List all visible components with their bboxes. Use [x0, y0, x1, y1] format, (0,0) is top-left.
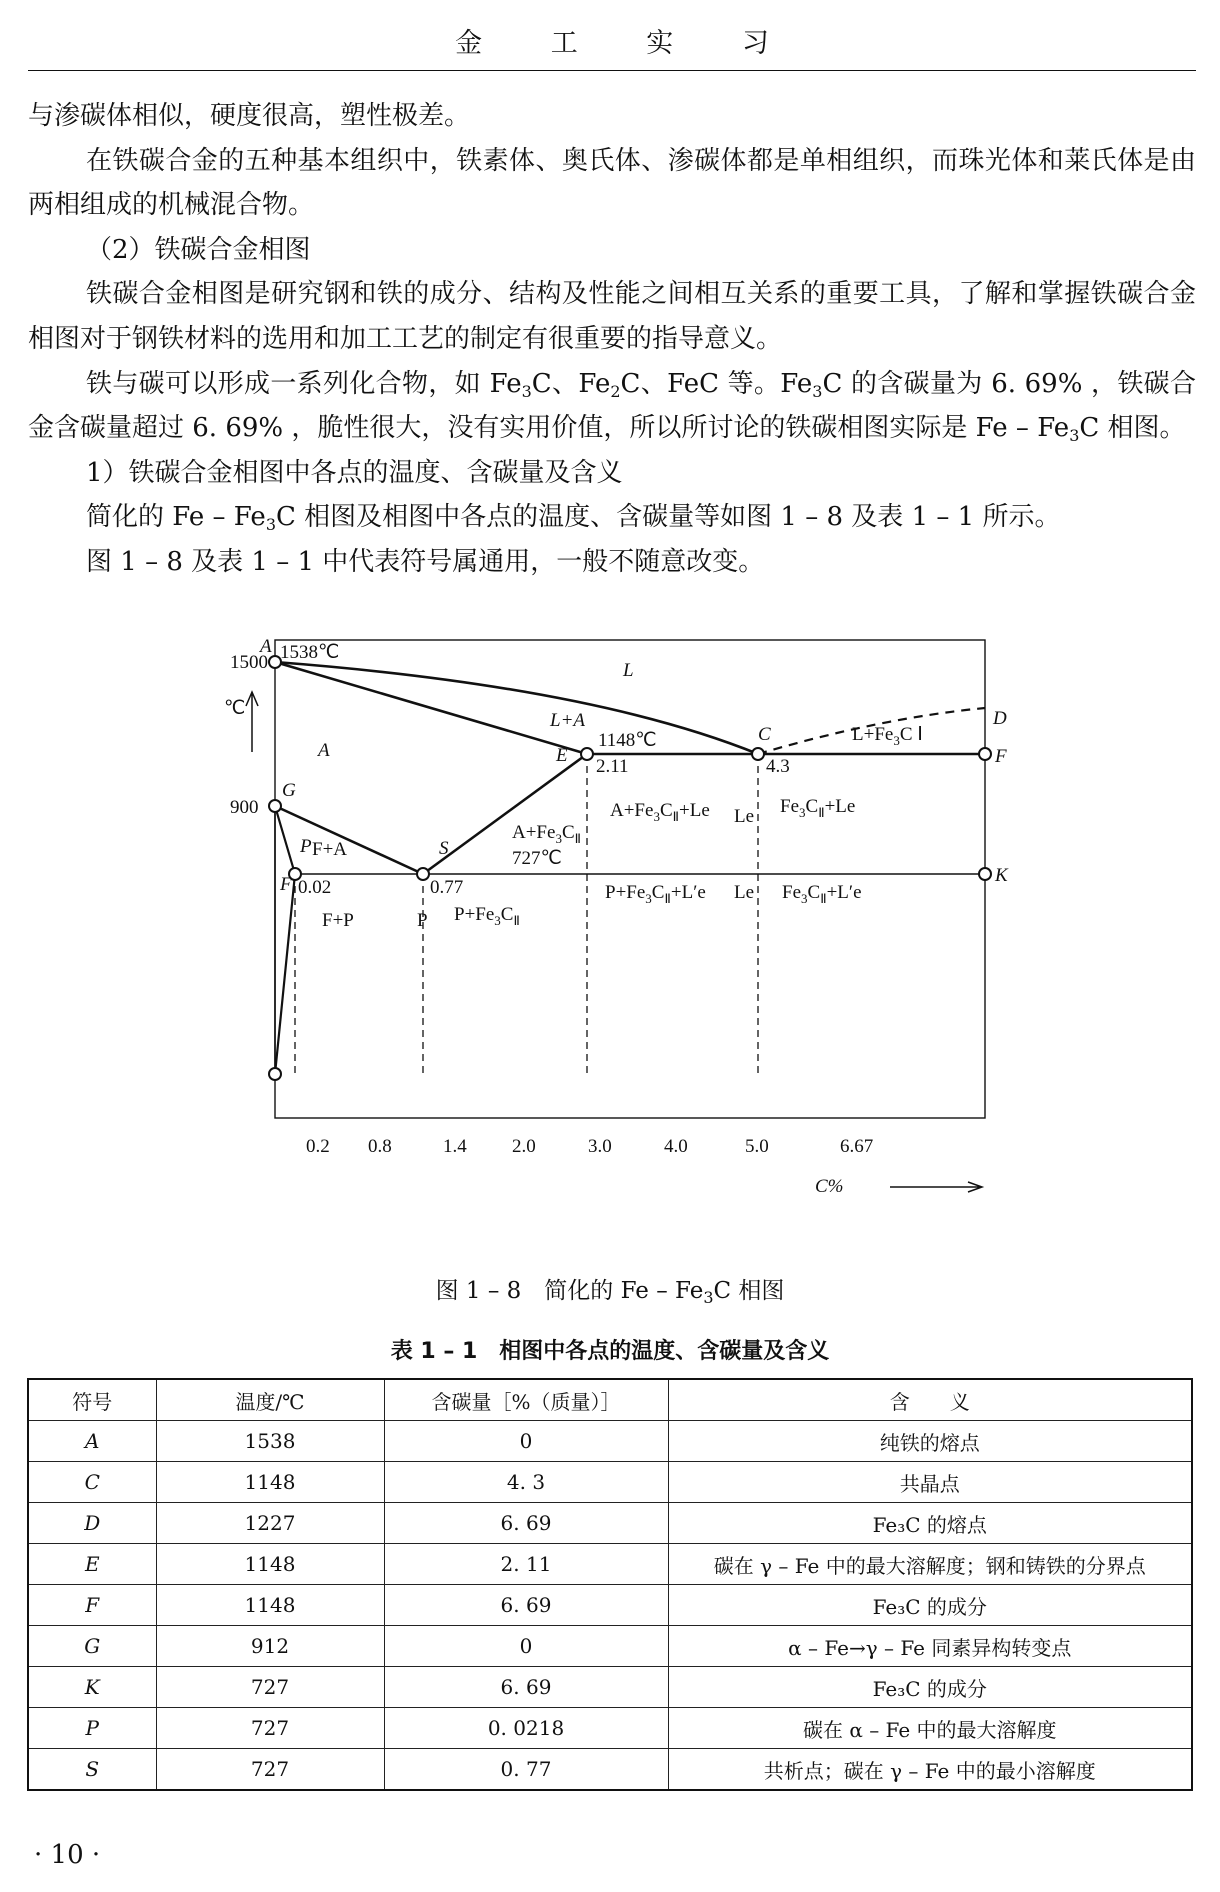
header-meaning: 含 义: [668, 1379, 1192, 1421]
label-F-left: F: [280, 874, 292, 895]
region-Fe3CII-Le-prime: $Fe_3C_Ⅱ+L'e$: [782, 882, 862, 906]
cell-symbol: F: [28, 1585, 156, 1626]
region-L-Fe3C: $L+Fe_3C$ Ⅰ: [852, 724, 923, 748]
paragraph: 铁与碳可以形成一系列化合物，如 $Fe_3C$、$Fe_2C$、FeC 等。$Fe_3C$ 的含碳量为 6. 69% ，铁碳合金含碳量超过 6. 69% ，脆性很大，没有实用价值，所以所讨论的铁碳相图实际是 Fe – $Fe_3C$ 相图。: [28, 368, 1197, 446]
header-carbon: 含碳量［%（质量）］: [384, 1379, 668, 1421]
cell-carbon: 0: [384, 1626, 668, 1667]
paragraph: 与渗碳体相似，硬度很高，塑性极差。: [28, 101, 471, 131]
cell-meaning: 共晶点: [668, 1462, 1192, 1503]
table-row: [28, 1667, 1192, 1708]
label-0.02: 0.02: [298, 877, 332, 898]
cell-meaning: Fe₃C 的成分: [668, 1585, 1192, 1626]
label-S: S: [439, 838, 449, 859]
cell-carbon: 0: [384, 1421, 668, 1462]
label-F-right: F: [995, 746, 1007, 767]
table-row: [28, 1503, 1192, 1544]
cell-carbon: 2. 11: [384, 1544, 668, 1585]
point-S: [417, 868, 429, 880]
region-A-Fe3CII-Le: $A+Fe_3C_Ⅱ+Le$: [610, 800, 710, 824]
x-tick-2.0: 2.0: [512, 1136, 536, 1157]
cell-carbon: 0. 77: [384, 1749, 668, 1791]
temperature-arrow: [246, 692, 258, 752]
region-Le: Le: [734, 806, 755, 827]
y-tick-900: 900: [230, 797, 259, 818]
cell-meaning: α – Fe→γ – Fe 同素异构转变点: [668, 1626, 1192, 1667]
label-A: A: [260, 636, 272, 657]
region-A: A: [318, 740, 330, 761]
fe-fe3c-phase-diagram: [200, 636, 1020, 1256]
line-GP: [275, 806, 295, 874]
label-1148: 1148℃: [598, 730, 657, 751]
region-P-Fe3CII: $P+Fe_3C_Ⅱ$: [454, 904, 520, 928]
cell-symbol: E: [28, 1544, 156, 1585]
point-K: [979, 868, 991, 880]
label-K: K: [995, 865, 1008, 886]
label-D: D: [993, 708, 1007, 729]
region-P: P: [417, 910, 428, 931]
y-unit: ℃: [224, 698, 246, 719]
label-E: E: [556, 745, 568, 766]
cell-symbol: S: [28, 1749, 156, 1791]
point-Q: [269, 1068, 281, 1080]
subsection-heading: 1）铁碳合金相图中各点的温度、含碳量及含义: [86, 457, 623, 488]
region-A-Fe3CII: $A+Fe_3C_Ⅱ$: [512, 822, 582, 846]
point-E: [581, 748, 593, 760]
cell-symbol: G: [28, 1626, 156, 1667]
cell-symbol: D: [28, 1503, 156, 1544]
label-1538: 1538℃: [280, 642, 340, 663]
label-727: 727℃: [512, 848, 562, 869]
cell-meaning: 碳在 α – Fe 中的最大溶解度: [668, 1708, 1192, 1749]
cell-symbol: K: [28, 1667, 156, 1708]
region-Fe3CII-Le: $Fe_3C_Ⅱ+Le$: [780, 796, 856, 820]
cell-temperature: 912: [156, 1626, 384, 1667]
point-C: [752, 748, 764, 760]
header-title: 金 工 实 习: [455, 28, 799, 59]
paragraph: 铁碳合金相图是研究钢和铁的成分、结构及性能之间相互关系的重要工具，了解和掌握铁碳合金相图对于钢铁材料的选用和加工工艺的制定有很重要的指导意义。: [28, 279, 1196, 354]
label-P: P: [300, 836, 312, 857]
label-2.11: 2.11: [596, 756, 629, 777]
table-row: [28, 1462, 1192, 1503]
table-row: [28, 1708, 1192, 1749]
paragraph: 简化的 Fe – $Fe_3C$ 相图及相图中各点的温度、含碳量等如图 1 – 8 及表 1 – 1 所示。: [86, 502, 1061, 535]
cell-carbon: 6. 69: [384, 1667, 668, 1708]
point-F: [979, 748, 991, 760]
x-tick-0.2: 0.2: [306, 1136, 330, 1157]
table-header-row: [28, 1379, 1192, 1421]
cell-temperature: 727: [156, 1667, 384, 1708]
x-tick-6.67: 6.67: [840, 1136, 874, 1157]
cell-meaning: 共析点；碳在 γ – Fe 中的最小溶解度: [668, 1749, 1192, 1791]
table-row: [28, 1585, 1192, 1626]
points-table: [27, 1378, 1193, 1791]
section-heading: （2）铁碳合金相图: [86, 234, 311, 265]
table-row: [28, 1626, 1192, 1667]
region-P-Fe3CII-Le-prime: $P+Fe_3C_Ⅱ+L'e$: [605, 882, 706, 906]
cell-meaning: 碳在 γ – Fe 中的最大溶解度；钢和铸铁的分界点: [668, 1544, 1192, 1585]
cell-symbol: C: [28, 1462, 156, 1503]
y-tick-1500: 1500: [230, 652, 268, 673]
liquidus-AC: [275, 662, 758, 754]
x-tick-1.4: 1.4: [443, 1136, 467, 1157]
x-tick-3.0: 3.0: [588, 1136, 612, 1157]
line-PQ: [275, 874, 295, 1074]
cell-temperature: 1148: [156, 1544, 384, 1585]
table-row: [28, 1749, 1192, 1791]
cell-meaning: 纯铁的熔点: [668, 1421, 1192, 1462]
cell-symbol: P: [28, 1708, 156, 1749]
cell-temperature: 1227: [156, 1503, 384, 1544]
cell-carbon: 6. 69: [384, 1585, 668, 1626]
label-C: C: [758, 724, 771, 745]
paragraph: 图 1 – 8 及表 1 – 1 中代表符号属通用，一般不随意改变。: [86, 546, 765, 577]
cell-carbon: 6. 69: [384, 1503, 668, 1544]
page-number: · 10 ·: [34, 1840, 101, 1870]
region-L: L: [623, 660, 634, 681]
header-temperature: 温度/℃: [156, 1379, 384, 1421]
x-axis-label: C%: [815, 1176, 844, 1197]
cell-temperature: 727: [156, 1708, 384, 1749]
table-row: [28, 1421, 1192, 1462]
label-G: G: [282, 780, 296, 801]
cell-temperature: 1538: [156, 1421, 384, 1462]
region-F-A: F+A: [312, 839, 348, 860]
region-L-A: L+A: [550, 710, 585, 731]
label-4.3: 4.3: [766, 756, 790, 777]
cell-carbon: 4. 3: [384, 1462, 668, 1503]
header-symbol: 符号: [28, 1379, 156, 1421]
composition-arrow: [890, 1182, 982, 1192]
region-Le-2: Le: [734, 882, 755, 903]
cell-symbol: A: [28, 1421, 156, 1462]
table-row: [28, 1544, 1192, 1585]
label-0.77: 0.77: [430, 877, 464, 898]
running-header: [28, 22, 1196, 71]
cell-carbon: 0. 0218: [384, 1708, 668, 1749]
cell-temperature: 727: [156, 1749, 384, 1791]
line-GS: [275, 806, 423, 874]
cell-meaning: Fe₃C 的熔点: [668, 1503, 1192, 1544]
paragraph: 在铁碳合金的五种基本组织中，铁素体、奥氏体、渗碳体都是单相组织，而珠光体和莱氏体是由两相组成的机械混合物。: [28, 145, 1196, 221]
x-tick-4.0: 4.0: [664, 1136, 688, 1157]
point-G: [269, 800, 281, 812]
body-text: [28, 94, 1196, 585]
cell-temperature: 1148: [156, 1585, 384, 1626]
cell-temperature: 1148: [156, 1462, 384, 1503]
diagram-frame: [275, 640, 985, 1118]
table-caption: 表 1 – 1 相图中各点的温度、含碳量及含义: [390, 1339, 830, 1364]
cell-meaning: Fe₃C 的成分: [668, 1667, 1192, 1708]
x-tick-5.0: 5.0: [745, 1136, 769, 1157]
figure-caption: 图 1 – 8 简化的 Fe – $Fe_3C$ 相图: [435, 1278, 785, 1307]
region-F-P: F+P: [322, 910, 354, 931]
x-tick-0.8: 0.8: [368, 1136, 392, 1157]
